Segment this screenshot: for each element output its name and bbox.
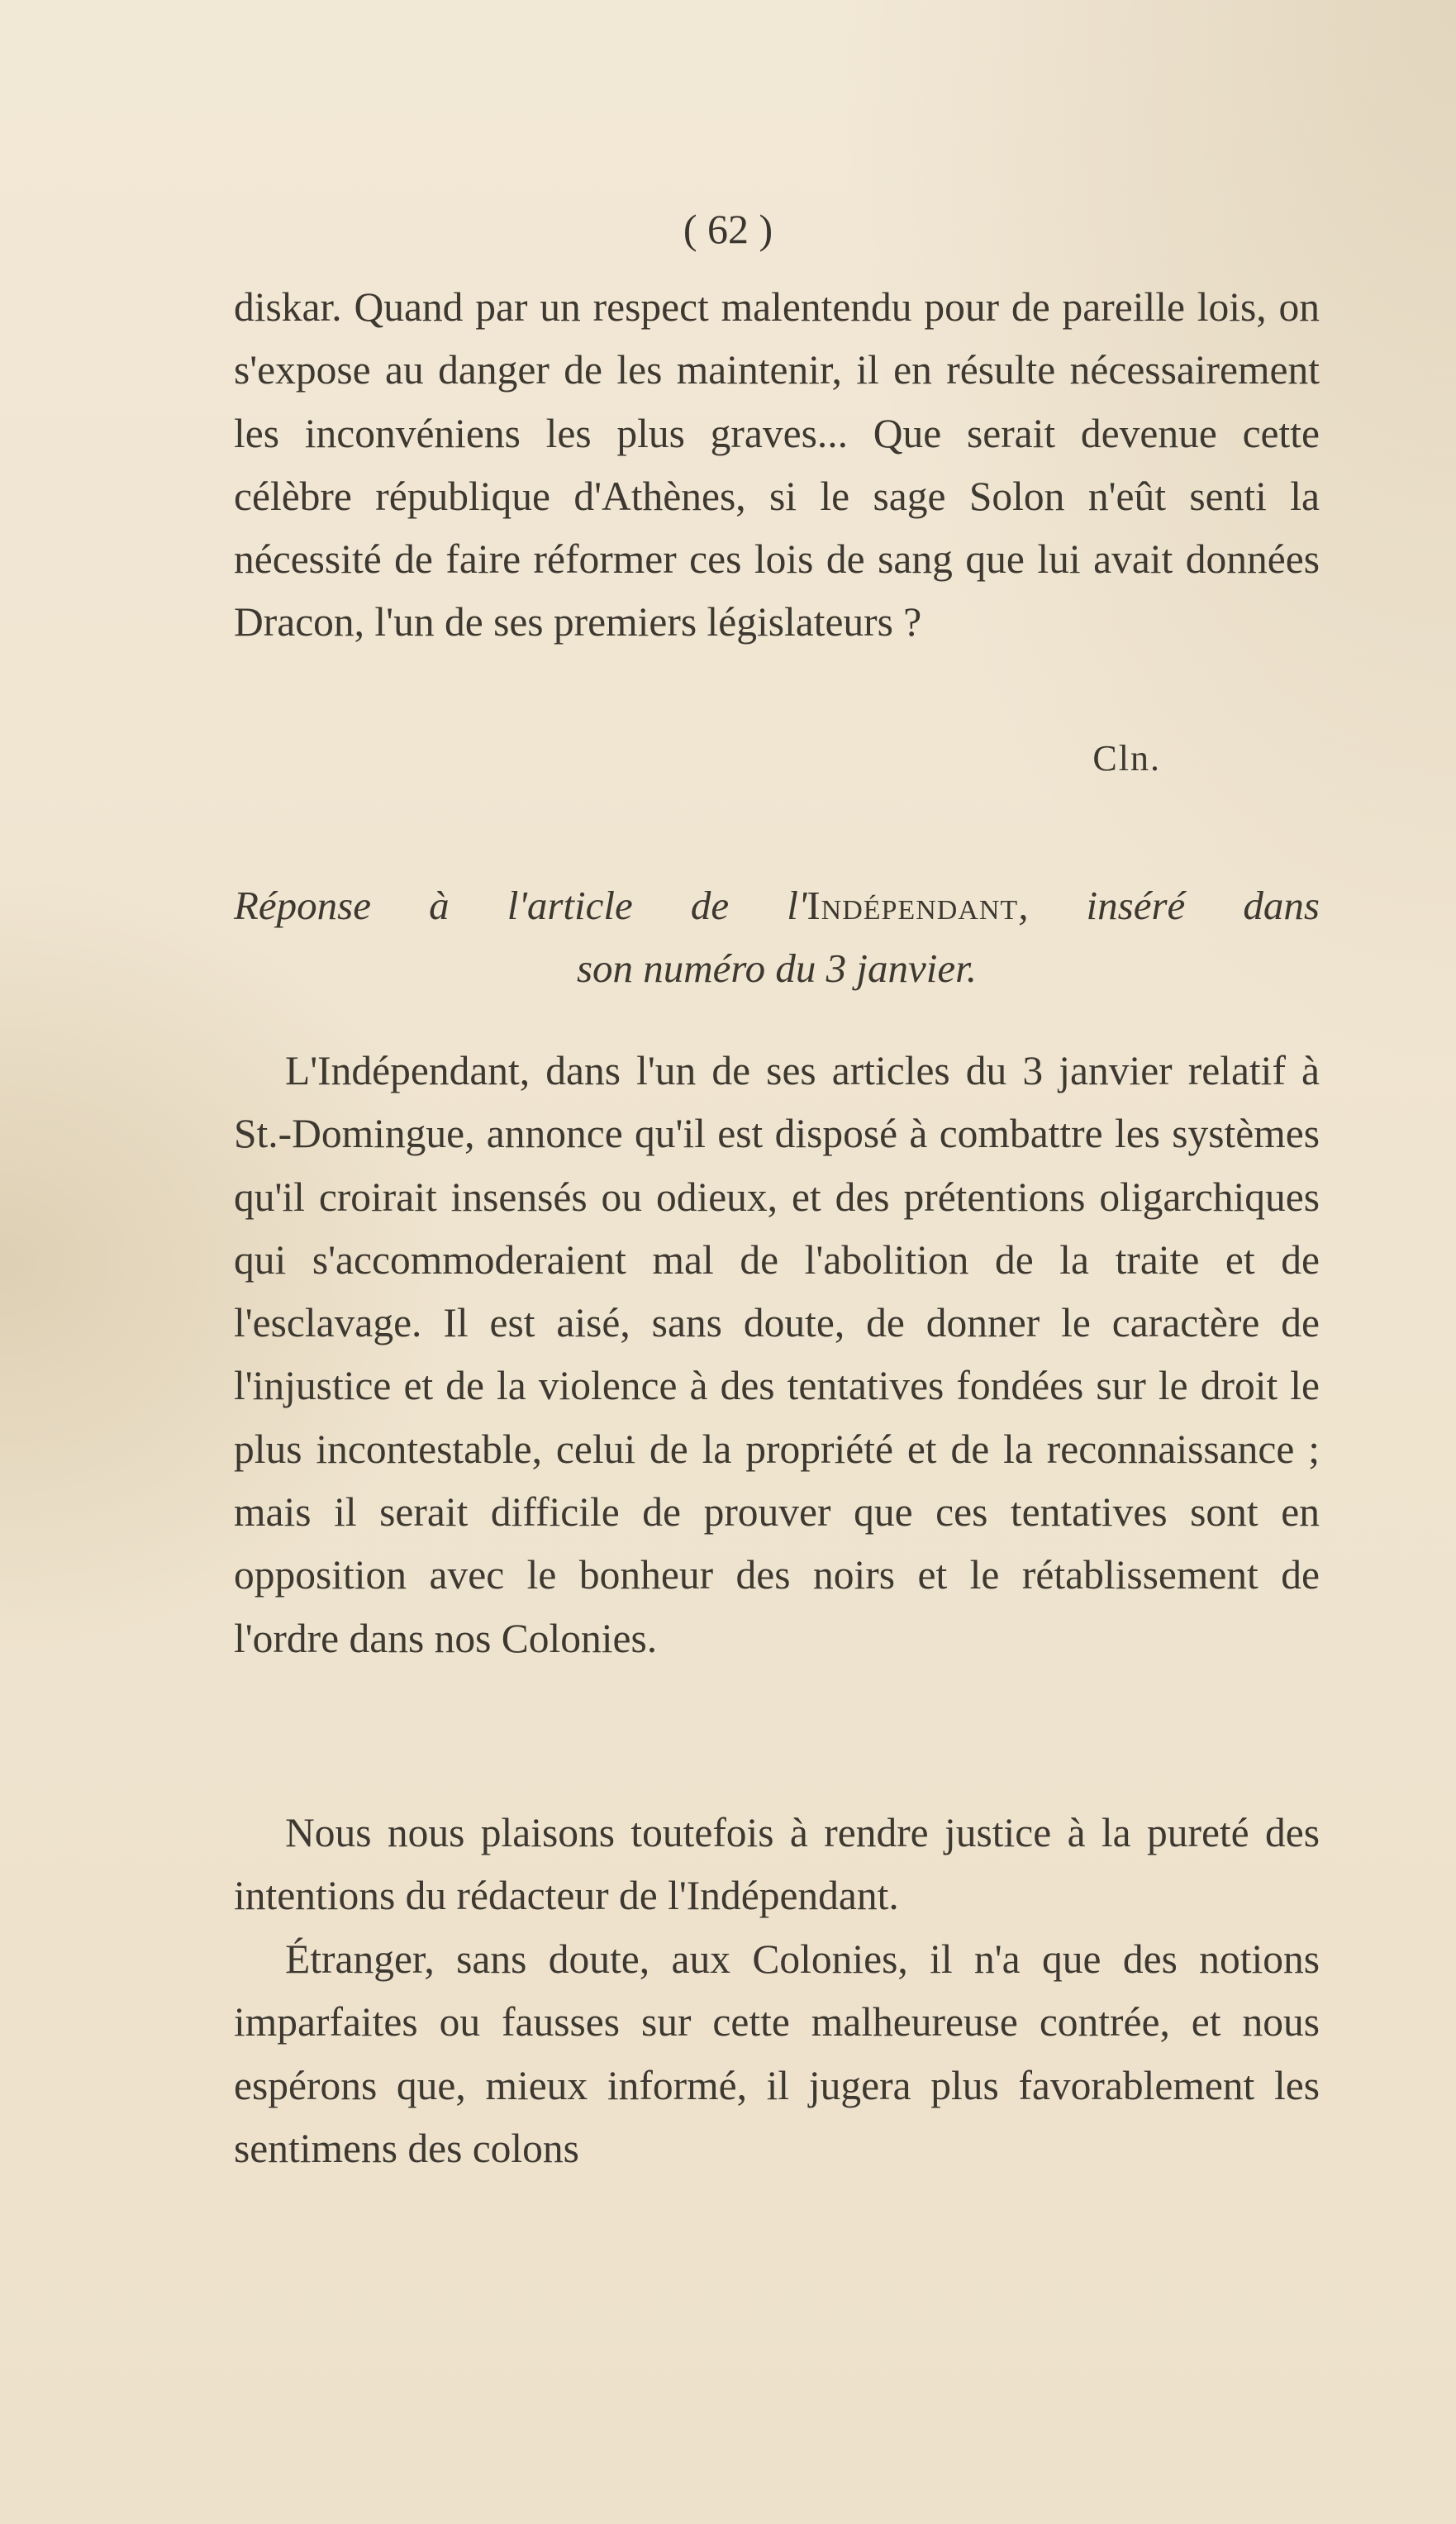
paragraph-justice: Nous nous plaisons toutefois à rendre justice à la pureté des intentions du rédacteur de l'Indépendant. [234, 1810, 1320, 1919]
heading-newspaper-name: Indépendant [807, 883, 1019, 928]
page-number: ( 62 ) [683, 206, 773, 252]
heading-text-b: , inséré dans [1018, 883, 1320, 928]
heading-text-a: Réponse à l'article de l' [234, 883, 807, 928]
heading-line-2: son numéro du 3 janvier. [576, 945, 978, 991]
paragraph-continued: diskar. Quand par un respect malentendu pour de pareille lois, on s'expose au danger de les maintenir, il en résulte nécessairement les inconvéniens les plus graves... Que serait devenue cette célèbre république d'Athènes, si le sage Solon n'eût senti la nécessité de faire réformer ces lois de sang que lui avait données Dracon, l'un de ses premiers législateurs ? [234, 284, 1320, 645]
heading-line-1 [234, 874, 1320, 937]
paragraph-stranger: Étranger, sans doute, aux Colonies, il n'a que des notions imparfaites ou fausses sur cette malheureuse contrée, et nous espérons que, mieux informé, il jugera plus favorablement les sentimens des colons [234, 1936, 1320, 2171]
author-signature: Cln. [1092, 738, 1161, 779]
article-heading [234, 874, 1320, 1000]
paragraph-response: L'Indépendant, dans l'un de ses articles du 3 janvier relatif à St.-Domingue, annonce qu'il est disposé à combattre les systèmes qu'il croirait insensés ou odieux, et des prétentions oligarchiques qui s'accommoderaient mal de l'abolition de la traite et de l'esclavage. Il est aisé, sans doute, de donner le caractère de l'injustice et de la violence à des tentatives fondées sur le droit le plus incontestable, celui de la propriété et de la reconnaissance ; mais il serait difficile de prouver que ces tentatives sont en opposition avec le bonheur des noirs et le rétablissement de l'ordre dans nos Colonies. [234, 1048, 1320, 1661]
